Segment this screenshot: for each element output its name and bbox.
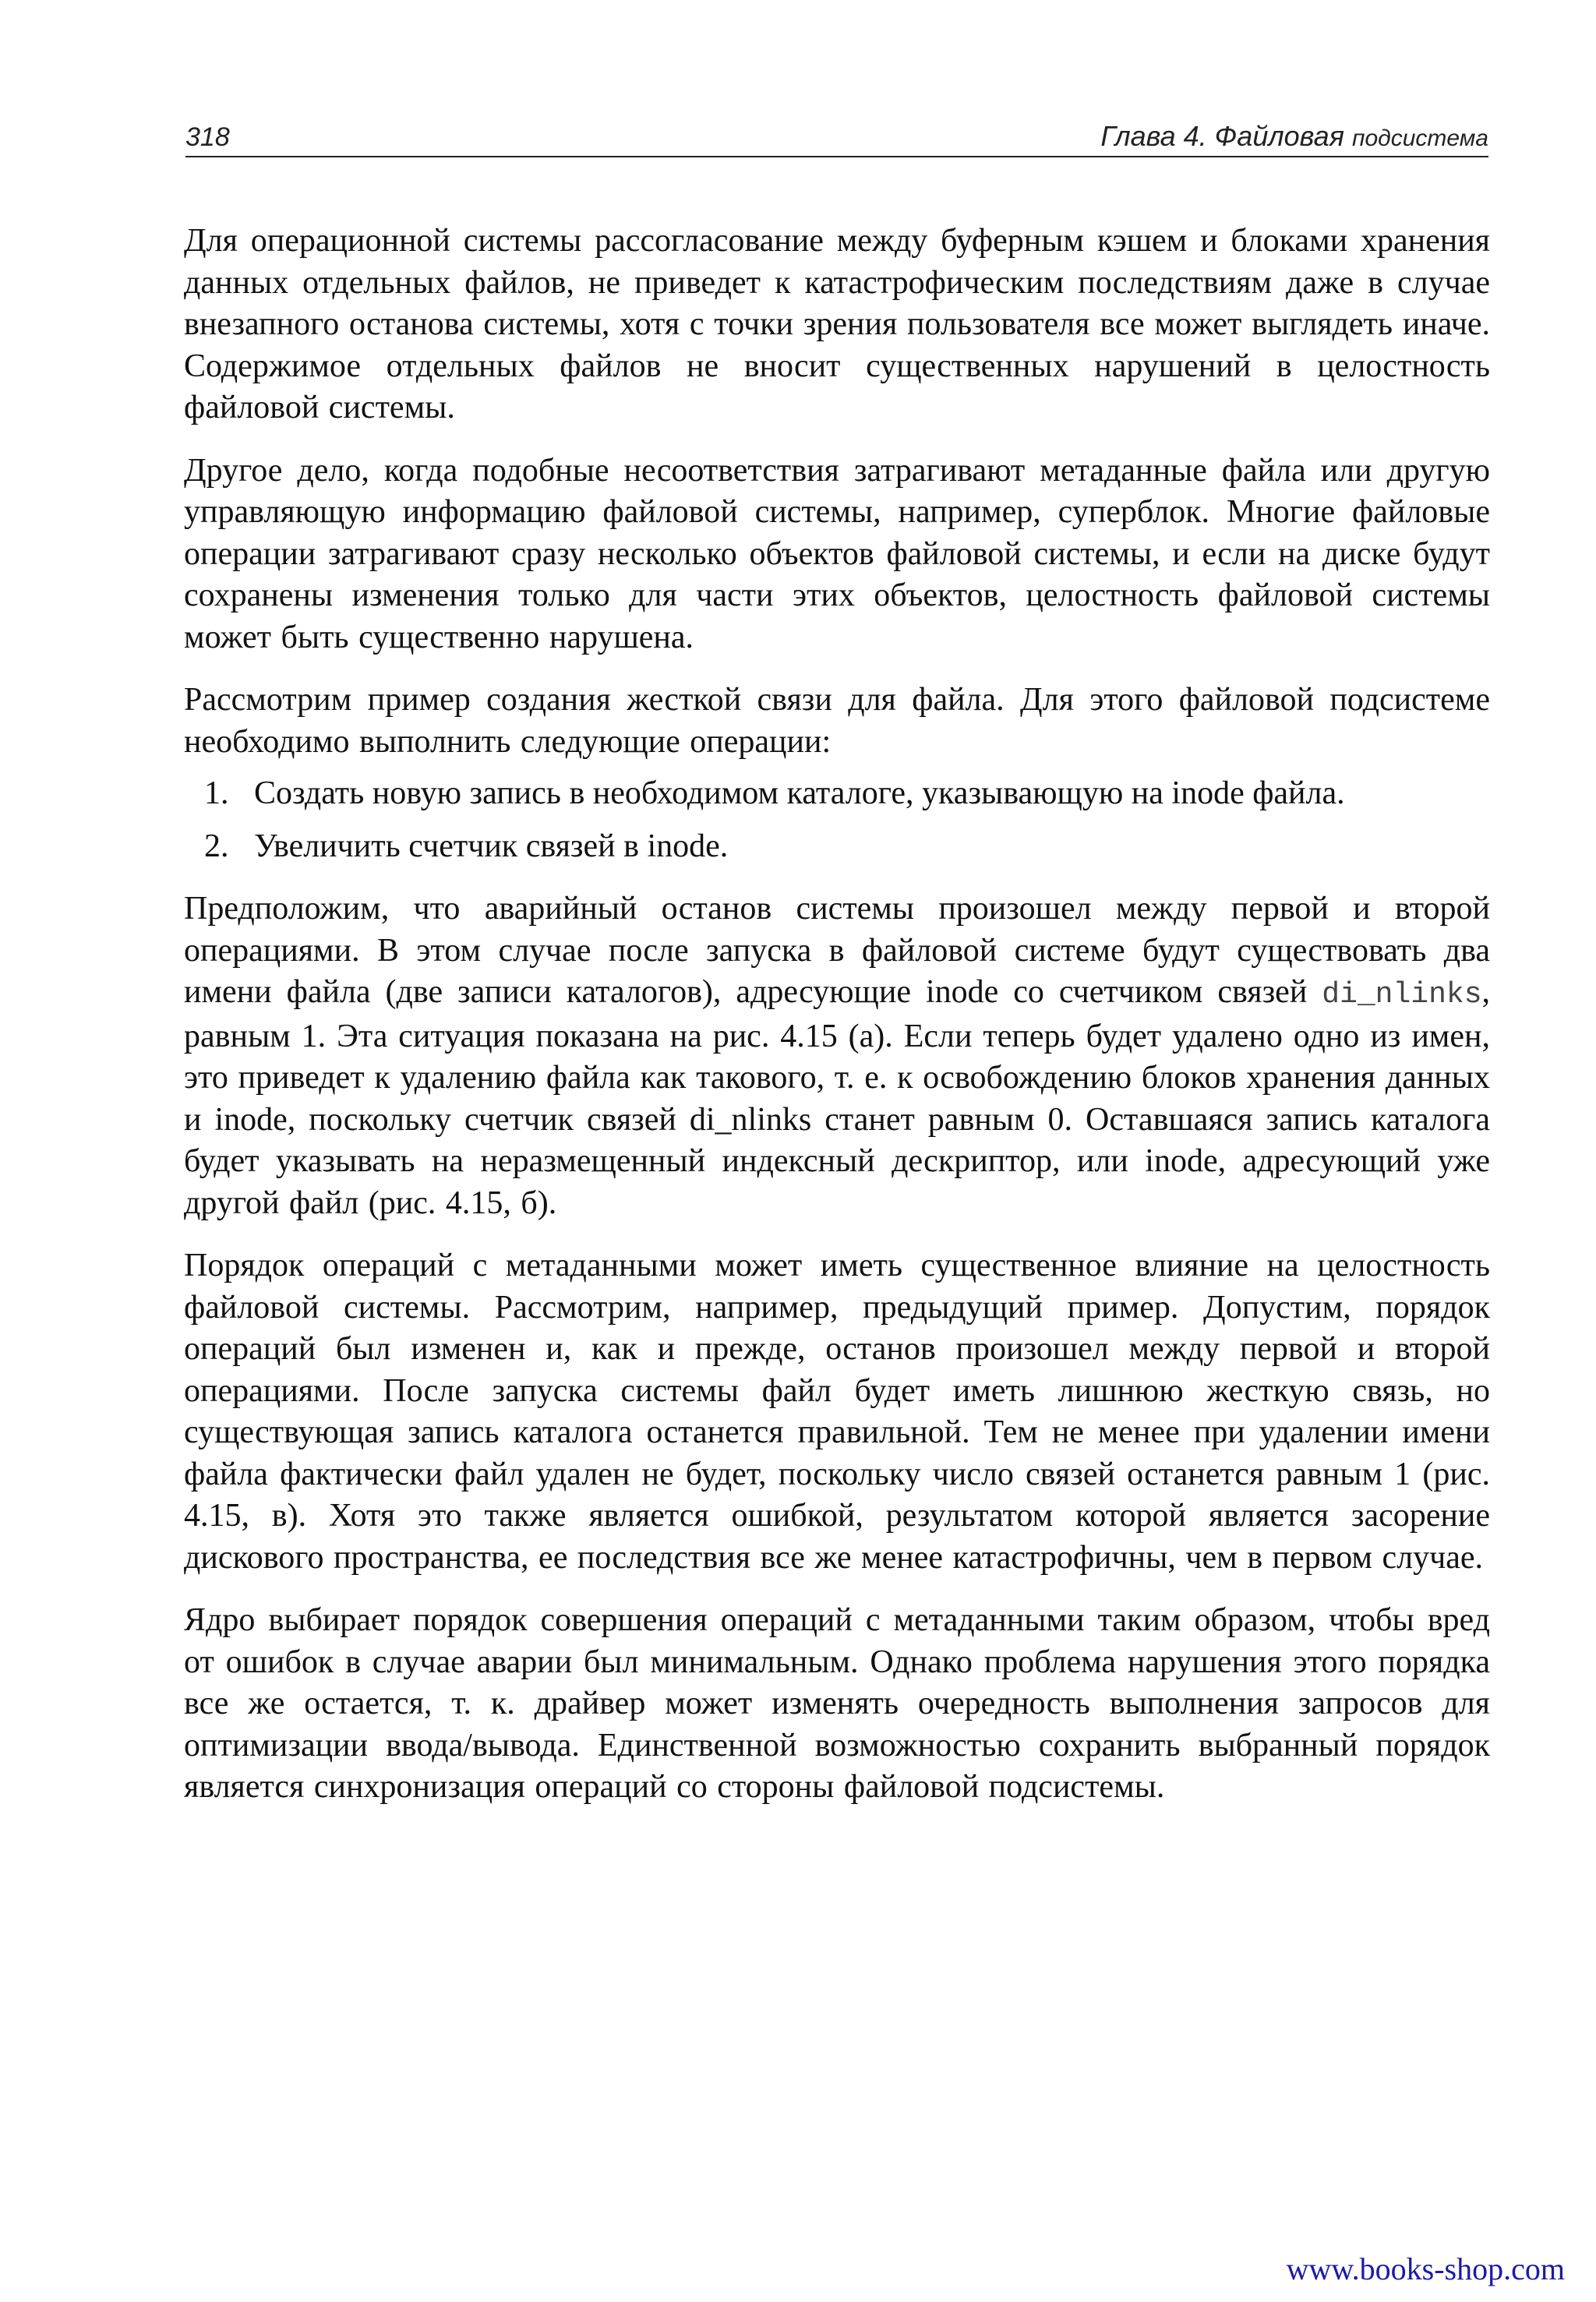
paragraph-2: Другое дело, когда подобные несоответствия затрагивают метаданные файла или другую управляющую информацию файловой системы, например, суперблок. Многие файловые операции затрагивают сразу несколько объектов файловой системы, и если на диске будут сохранены изменения только для части этих объектов, целостность файловой системы может быть существенно нарушена. (184, 452, 1490, 655)
paragraph-1: Для операционной системы рассогласование между буферным кэшем и блоками хранения данных отдельных файлов, не приведет к катастрофическим последствиям даже в случае внезапного останова системы, хотя с точки зрения пользователя все может выглядеть иначе. Содержимое отдельных файлов не вносит существенных нарушений в целостность файловой системы. (184, 223, 1490, 425)
list-item-number: 1. (204, 775, 229, 811)
footer-url-link[interactable]: www.books-shop.com (1286, 2251, 1565, 2286)
list-item-text: Увеличить счетчик связей в inode. (254, 828, 729, 864)
page-header (185, 117, 1488, 157)
list-item (184, 826, 1490, 868)
list-item-text: Создать новую запись в необходимом каталоге, указывающую на inode файла. (254, 775, 1345, 811)
paragraph-4 (184, 888, 1490, 1224)
running-title (1100, 120, 1488, 153)
page-number: 318 (185, 122, 230, 152)
paragraph-4-start: Предположим, что аварийный останов системы произошел между первой и второй операциями. В этом случае после запуска в файловой системе будут существовать два имени файла (две записи каталогов), адресующие inode со счетчиком связей (184, 891, 1490, 1010)
chapter-title: Глава 4. Файловая (1100, 120, 1352, 152)
list-item (184, 773, 1490, 815)
chapter-subtitle: подсистема (1351, 125, 1488, 151)
code-di-nlinks: di_nlinks (1322, 978, 1482, 1012)
paragraph-3: Рассмотрим пример создания жесткой связи для файла. Для этого файловой подсистеме необходимо выполнить следующие операции: (184, 682, 1490, 760)
page-body (184, 221, 1490, 1809)
paragraph-6: Ядро выбирает порядок совершения операций с метаданными таким образом, чтобы вред от ошибок в случае аварии был минимальным. Однако проблема нарушения этого порядка все же остается, т. к. драйвер может изменять очередность выполнения запросов для оптимизации ввода/вывода. Единственной возможностью сохранить выбранный порядок является синхронизация операций со стороны файловой подсистемы. (184, 1602, 1490, 1805)
paragraph-5: Порядок операций с метаданными может иметь существенное влияние на целостность файловой системы. Рассмотрим, например, предыдущий пример. Допустим, порядок операций был изменен и, как и прежде, останов произошел между первой и второй операциями. После запуска системы файл будет иметь лишнюю жесткую связь, но существующая запись каталога останется правильной. Тем не менее при удалении имени файла фактически файл удален не будет, поскольку число связей останется равным 1 (рис. 4.15, в). Хотя это также является ошибкой, результатом которой является засорение дискового пространства, ее последствия все же менее катастрофичны, чем в первом случае. (184, 1248, 1490, 1576)
paragraph-4-end: , равным 1. Эта ситуация показана на рис. 4.15 (а). Если теперь будет удалено одно из имен, это приведет к удалению файла как такового, т. е. к освобождению блоков хранения данных и inode, поскольку счетчик связей di_nlinks станет равным 0. Оставшаяся запись каталога будет указывать на неразмещенный индексный дескриптор, или inode, адресующий уже другой файл (рис. 4.15, б). (184, 974, 1490, 1221)
operations-list (184, 773, 1490, 867)
list-item-number: 2. (204, 828, 229, 864)
